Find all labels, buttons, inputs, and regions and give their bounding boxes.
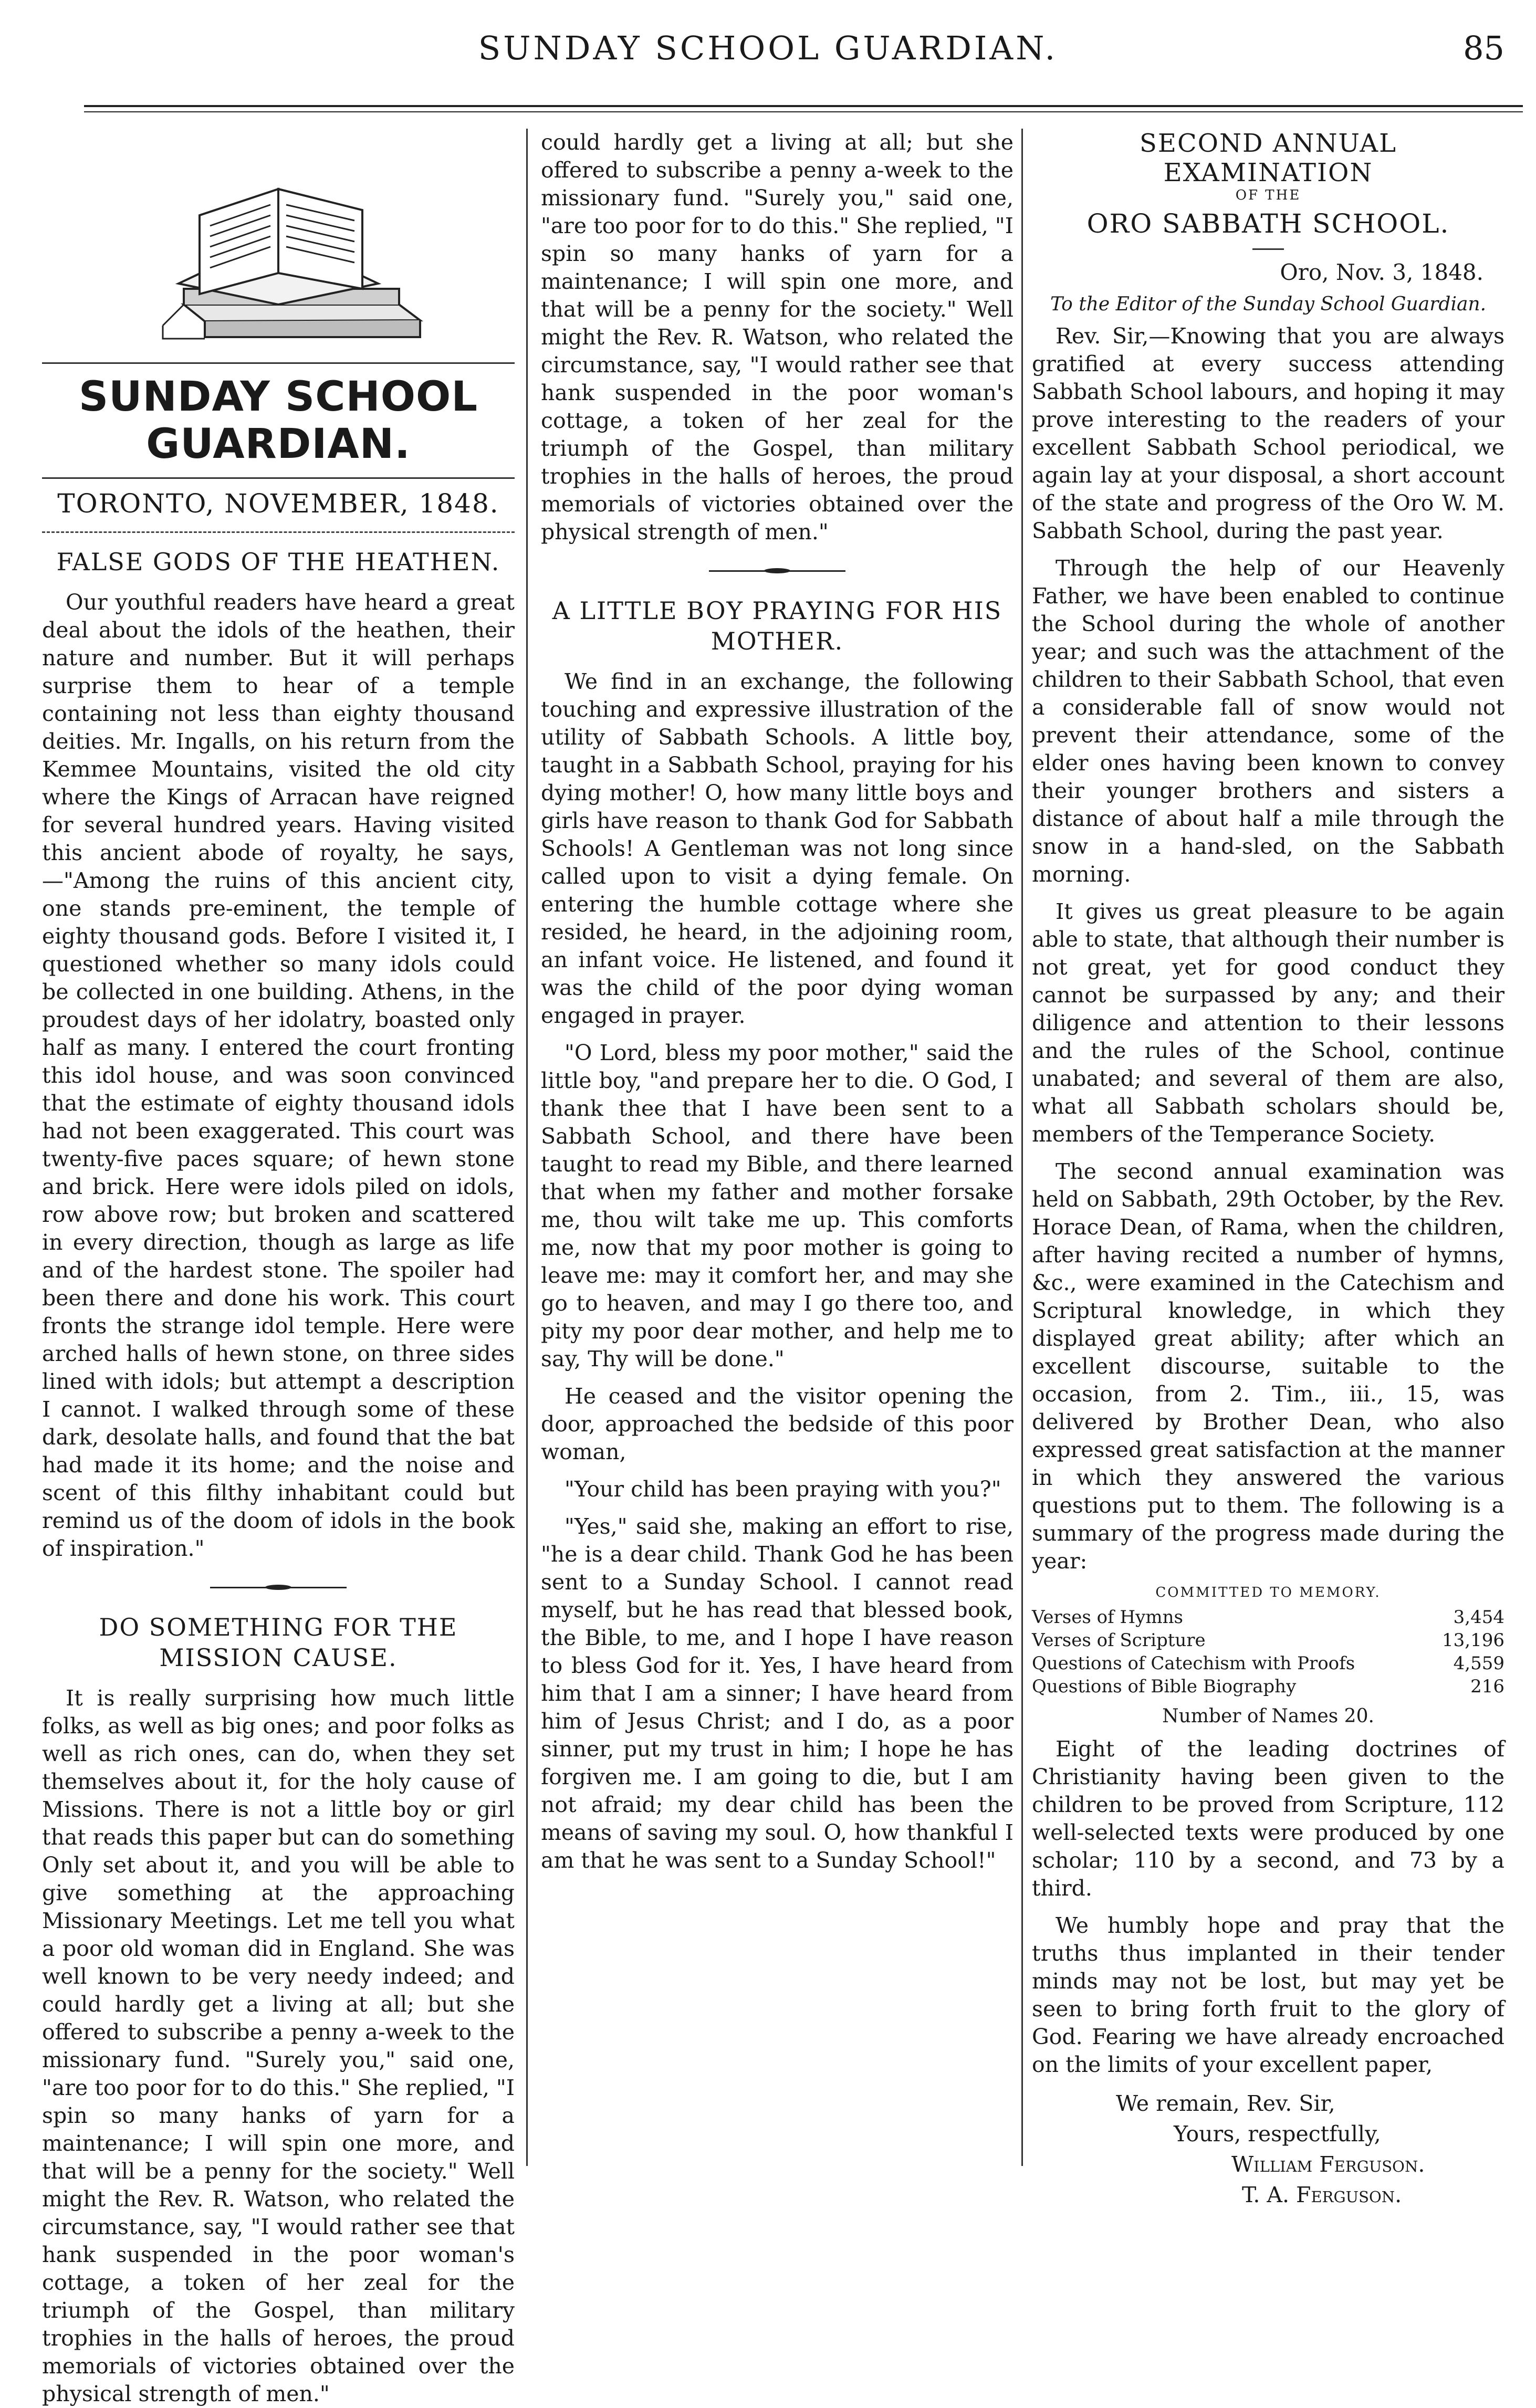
article-paragraph: "Yes," said she, making an effort to rise, "he is a dear child. Thank God he has been sent to a Sunday School. I cannot read myself, but he has read that blessed book, the Bible, to me, and I hope I have reason to bless God for it. Yes, I have heard from him that I am a sinner; I have heard from him of Jesus Christ; and I do, as a poor sinner, put my trust in him; I hope he has forgiven me. I am going to die, but I am not afraid; my dear child has been the means of saving my soul. O, how thankful I am that he was sent to a Sunday School!" [541,1514,1013,1873]
header-rule [84,105,1523,107]
memory-table [1032,1606,1504,1698]
table-cell-label: Verses of Hymns [1032,1607,1183,1628]
table-cell-label: Questions of Bible Biography [1032,1676,1297,1697]
table-cell-label: Questions of Catechism with Proofs [1032,1653,1355,1674]
table-cell-value: 3,454 [1453,1607,1504,1628]
closing-line: We remain, Rev. Sir, [1116,2091,1335,2116]
names-count: Number of Names 20. [1162,1705,1374,1727]
article-paragraph: The second annual examination was held on Sabbath, 29th October, by the Rev. Horace Dean, of Rama, when the children, after having recited a number of hymns, &c., were examined in the Catechism and Scriptural knowledge, in which they displayed great ability; after which an excellent discourse, suitable to the occasion, from 2. Tim., iii., 15, was delivered by Brother Dean, who also expressed great satisfaction at the manner in which they answered the various questions put to them. The following is a summary of the progress made during the year: [1032,1159,1504,1574]
column-2 [541,129,1013,2166]
article-paragraph-continued: could hardly get a living at all; but she offered to subscribe a penny a-week to the missionary fund. "Surely you," said one, "are too poor for to do this." She replied, "I spin so many hanks of yarn for a maintenance; I will spin one more, and that will be a penny for the society." Well might the Rev. R. Watson, who related the circumstance, say, "I would rather see that hank suspended in the poor woman's cottage, a token of her zeal for the triumph of the Gospel, than military trophies in the halls of heroes, the proud memorials of victories obtained over the physical strength of men." [541,130,1013,545]
table-cell-value: 13,196 [1442,1630,1504,1651]
article-paragraph: It is really surprising how much little folks, as well as big ones; and poor folks as well as rich ones, can do, when they set themselves about it, for the holy cause of Missions. There is not a little boy or girl that reads this paper but can do something Only set about it, and you will be able to give something at the approaching Missionary Meetings. Let me tell you what a poor old woman did in England. She was well known to be very needy indeed; and could hardly get a living at all; but she offered to subscribe a penny a-week to the missionary fund. "Surely you," said one, "are too poor for to do this." She replied, "I spin so many hanks of yarn for a maintenance; I will spin one more, and that will be a penny for the society." Well might the Rev. R. Watson, who related the circumstance, say, "I would rather see that hank suspended in the poor woman's cottage, a token of her zeal for the triumph of the Gospel, than military trophies in the halls of heroes, the proud memorials of victories obtained over the physical strength of men." [42,1685,515,2406]
article-paragraph: Eight of the leading doctrines of Christianity having been given to the children to be proved from Scripture, 112 well-selected texts were produced by one scholar; 110 by a second, and 73 by a third. [1032,1736,1504,1901]
masthead-rule-bottom [42,477,515,479]
article-subheading: ORO SABBATH SCHOOL. [1086,208,1450,239]
article-paragraph: Through the help of our Heavenly Father, we have been enabled to continue the School during the whole of another year; and such was the attachment of the children to their Sabbath School, that even a considerable fall of snow would not prevent their attendance, some of the elder ones having been known to convey their younger brothers and sisters a distance of about half a mile through the snow in a hand-sled, on the Sabbath morning. [1032,556,1504,887]
page-number: 85 [1463,29,1504,67]
dateline: TORONTO, NOVEMBER, 1848. [57,488,499,519]
signature: William Ferguson. [1231,2152,1425,2177]
article-heading: SECOND ANNUAL EXAMINATION [1140,129,1397,187]
short-rule [1252,248,1284,250]
article-paragraph: It gives us great pleasure to be again able to state, that although their number is not great, yet for good conduct they cannot be surpassed by any; and their diligence and attention to their lessons and the rules of the School, continue unabated; and several of them are also, what all Sabbath scholars should be, members of the Temperance Society. [1032,899,1504,1147]
table-cell-label: Verses of Scripture [1032,1630,1206,1651]
dashed-rule [42,531,515,533]
holy-bible-illustration [105,131,452,347]
article-paragraph: He ceased and the visitor opening the door, approached the bedside of this poor woman, [541,1384,1013,1464]
table-row [1032,1675,1504,1698]
running-head [0,29,1536,71]
article-paragraph: "O Lord, bless my poor mother," said the little boy, "and prepare her to die. O God, I thank thee that I have been sent to a Sabbath School, and there have been taught to read my Bible, and there learned that when my father and mother forsake me, thou wilt take me up. This comforts me, now that my poor mother is going to leave me: may it comfort her, and may she go to heaven, and may I go there too, and pity my poor dear mother, and help me to say, Thy will be done." [541,1040,1013,1371]
table-cell-value: 216 [1470,1676,1504,1697]
column-3 [1032,129,1504,2207]
section-ornament [709,567,845,574]
article-paragraph: We find in an exchange, the following touching and expressive illustration of the utility of Sabbath Schools. A little boy, taught in a Sabbath School, praying for his dying mother! O, how many little boys and girls have reason to thank God for Sabbath Schools! A Gentleman was not long since called upon to visit a dying female. On entering the humble cottage where she resided, he heard, in the adjoining room, an infant voice. He listened, and found it was the child of the poor dying woman engaged in prayer. [541,669,1013,1028]
article-heading: A LITTLE BOY PRAYING FOR HIS MOTHER. [552,596,1002,655]
masthead-rule [42,362,515,364]
table-row [1032,1652,1504,1675]
signature: T. A. Ferguson. [1242,2182,1402,2207]
closing-line: Yours, respectfully, [1174,2121,1381,2147]
salutation-line: To the Editor of the Sunday School Guardian. [1050,294,1487,315]
header-rule-thin [84,111,1523,112]
column-rule-1 [526,129,528,2166]
article-heading: DO SOMETHING FOR THE MISSION CAUSE. [99,1613,458,1672]
article-paragraph: Rev. Sir,—Knowing that you are always gratified at every success attending Sabbath School labours, and hoping it may prove interesting to the readers of your excellent Sabbath School periodical, we again lay at your disposal, a short account of the state and progress of the Oro W. M. Sabbath School, during the past year. [1032,323,1504,543]
article-paragraph: We humbly hope and pray that the truths thus implanted in their tender minds may not be lost, but may yet be seen to bring forth fruit to the glory of God. Fearing we have already encroached on the limits of your excellent paper, [1032,1913,1504,2077]
table-row [1032,1606,1504,1629]
table-row [1032,1629,1504,1652]
article-paragraph: "Your child has been praying with you?" [565,1477,1001,1502]
masthead-title: SUNDAY SCHOOL GUARDIAN. [78,373,478,468]
section-ornament [210,1584,347,1591]
article-paragraph: Our youthful readers have heard a great deal about the idols of the heathen, their nature and number. But it will perhaps surprise them to hear of a temple containing not less than eighty thousand deities. Mr. Ingalls, on his return from the Kemmee Mountains, visited the old city where the Kings of Arracan have reigned for several hundred years. Having visited this ancient abode of royalty, he says,—"Among the ruins of this ancient city, one stands pre-eminent, the temple of eighty thousand gods. Before I visited it, I questioned whether so many idols could be collected in one building. Athens, in the proudest days of her idolatry, boasted only half as many. I entered the court fronting this idol house, and was soon convinced that the estimate of eighty thousand idols had not been exaggerated. This court was twenty-five paces square; of hewn stone and brick. Here were idols piled on idols, row above row; but broken and scattered in every direction, though as large as life and of the hardest stone. The spoiler had been there and done his work. This court fronts the strange idol temple. Here were arched halls of hewn stone, on three sides lined with idols; but attempt a description I cannot. I walked through some of these dark, desolate halls, and found that the bat had made it its home; and the noise and scent of this filthy inhabitant could but remind us of the doom of idols in the book of inspiration." [42,590,515,1561]
column-rule-2 [1021,129,1023,2166]
place-date: Oro, Nov. 3, 1848. [1280,259,1483,285]
article-heading: FALSE GODS OF THE HEATHEN. [56,548,500,576]
table-cell-value: 4,559 [1453,1653,1504,1674]
running-head-title: SUNDAY SCHOOL GUARDIAN. [478,29,1058,67]
article-heading-of: OF THE [1235,187,1301,203]
memory-heading: COMMITTED TO MEMORY. [1155,1585,1381,1600]
column-1 [42,129,515,2406]
